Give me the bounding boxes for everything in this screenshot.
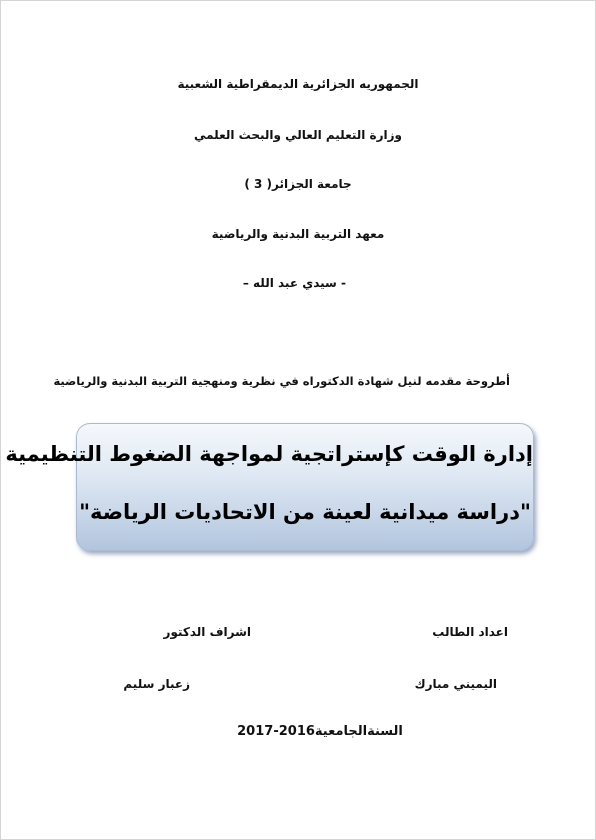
campus-heading: - سيدي عبد الله – [242,276,346,290]
thesis-title: إدارة الوقت كإستراتجية لمواجهة الضغوط التنظيمية [5,442,533,466]
title-box [5,423,534,551]
supervisor-label: اشراف الدكتور [163,625,251,639]
republic-heading: الجمهوريه الجزائرية الديمقراطية الشعبية [177,77,419,91]
thesis-subtitle: "دراسة ميدانية لعينة من الاتحاديات الرياضة" [79,500,531,524]
ministry-heading: وزارة التعليم العالي والبحث العلمي [193,128,403,142]
supervisor-name: زعبار سليم [123,677,190,691]
student-label: اعداد الطالب [432,625,508,639]
student-name: اليميني مبارك [414,677,497,691]
thesis-statement: أطروحة مقدمه لنيل شهادة الدكتوراه في نظرية ومنهجية التربية البدنية والرياضية [53,374,510,388]
institute-heading: معهد التربية البدنية والرياضية [211,227,385,241]
university-heading: جامعة الجزائر( 3 ) [244,177,352,191]
academic-year: السنةالجامعية2016-2017 [237,724,403,739]
